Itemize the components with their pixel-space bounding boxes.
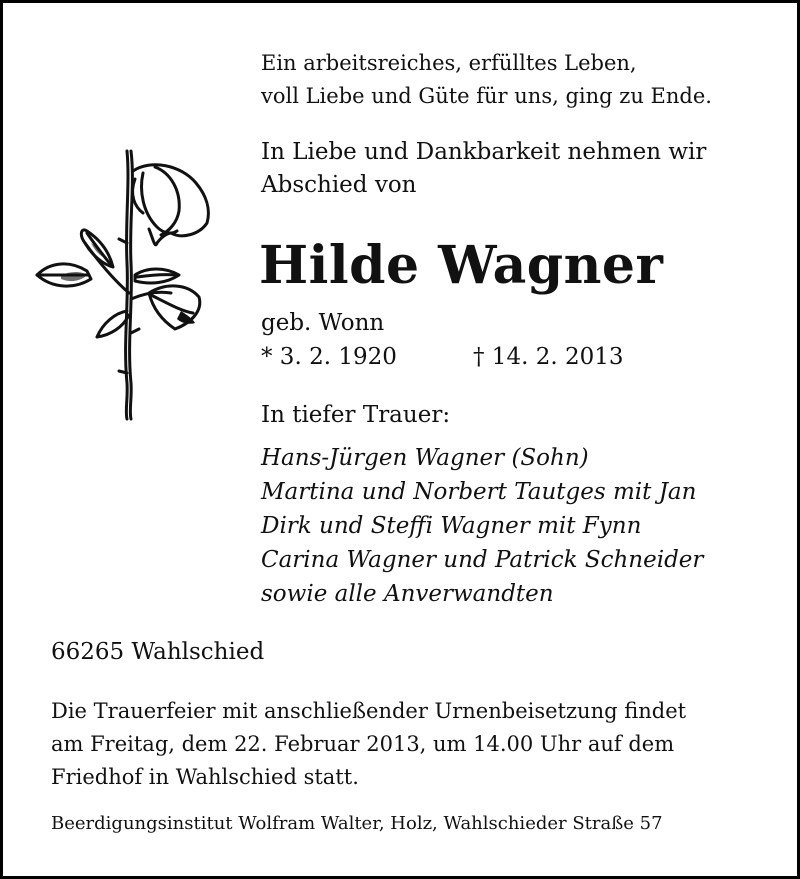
intro-line: Abschied von <box>261 172 417 198</box>
verse <box>261 47 712 113</box>
life-dates <box>261 340 624 374</box>
family-member: sowie alle Anverwandten <box>261 581 554 607</box>
undertaker: Beerdigungsinstitut Wolfram Walter, Holz, Wahlschieder Straße 57 <box>51 813 663 834</box>
ceremony-line: am Freitag, dem 22. Februar 2013, um 14.00 Uhr auf dem <box>51 732 675 756</box>
deceased-name: Hilde Wagner <box>259 235 664 296</box>
family-list <box>261 441 703 611</box>
intro-line: In Liebe und Dankbarkeit nehmen wir <box>261 139 707 165</box>
ceremony-info <box>51 695 686 794</box>
birth-name: geb. Wonn <box>261 310 385 336</box>
verse-line: voll Liebe und Güte für uns, ging zu Ende. <box>261 84 712 108</box>
verse-line: Ein arbeitsreiches, erfülltes Leben, <box>261 51 637 75</box>
family-member: Martina und Norbert Tautges mit Jan <box>261 479 697 505</box>
ceremony-line: Die Trauerfeier mit anschließender Urnenbeisetzung findet <box>51 699 687 723</box>
rose-icon <box>31 143 216 428</box>
death-date: † 14. 2. 2013 <box>473 344 624 370</box>
family-member: Dirk und Steffi Wagner mit Fynn <box>261 513 642 539</box>
ceremony-line: Friedhof in Wahlschied statt. <box>51 765 359 789</box>
intro-text <box>261 136 706 202</box>
mourning-heading: In tiefer Trauer: <box>261 402 451 428</box>
family-member: Carina Wagner und Patrick Schneider <box>261 547 704 573</box>
birth-date: * 3. 2. 1920 <box>261 344 397 370</box>
place: 66265 Wahlschied <box>51 639 265 665</box>
family-member: Hans-Jürgen Wagner (Sohn) <box>261 445 589 471</box>
